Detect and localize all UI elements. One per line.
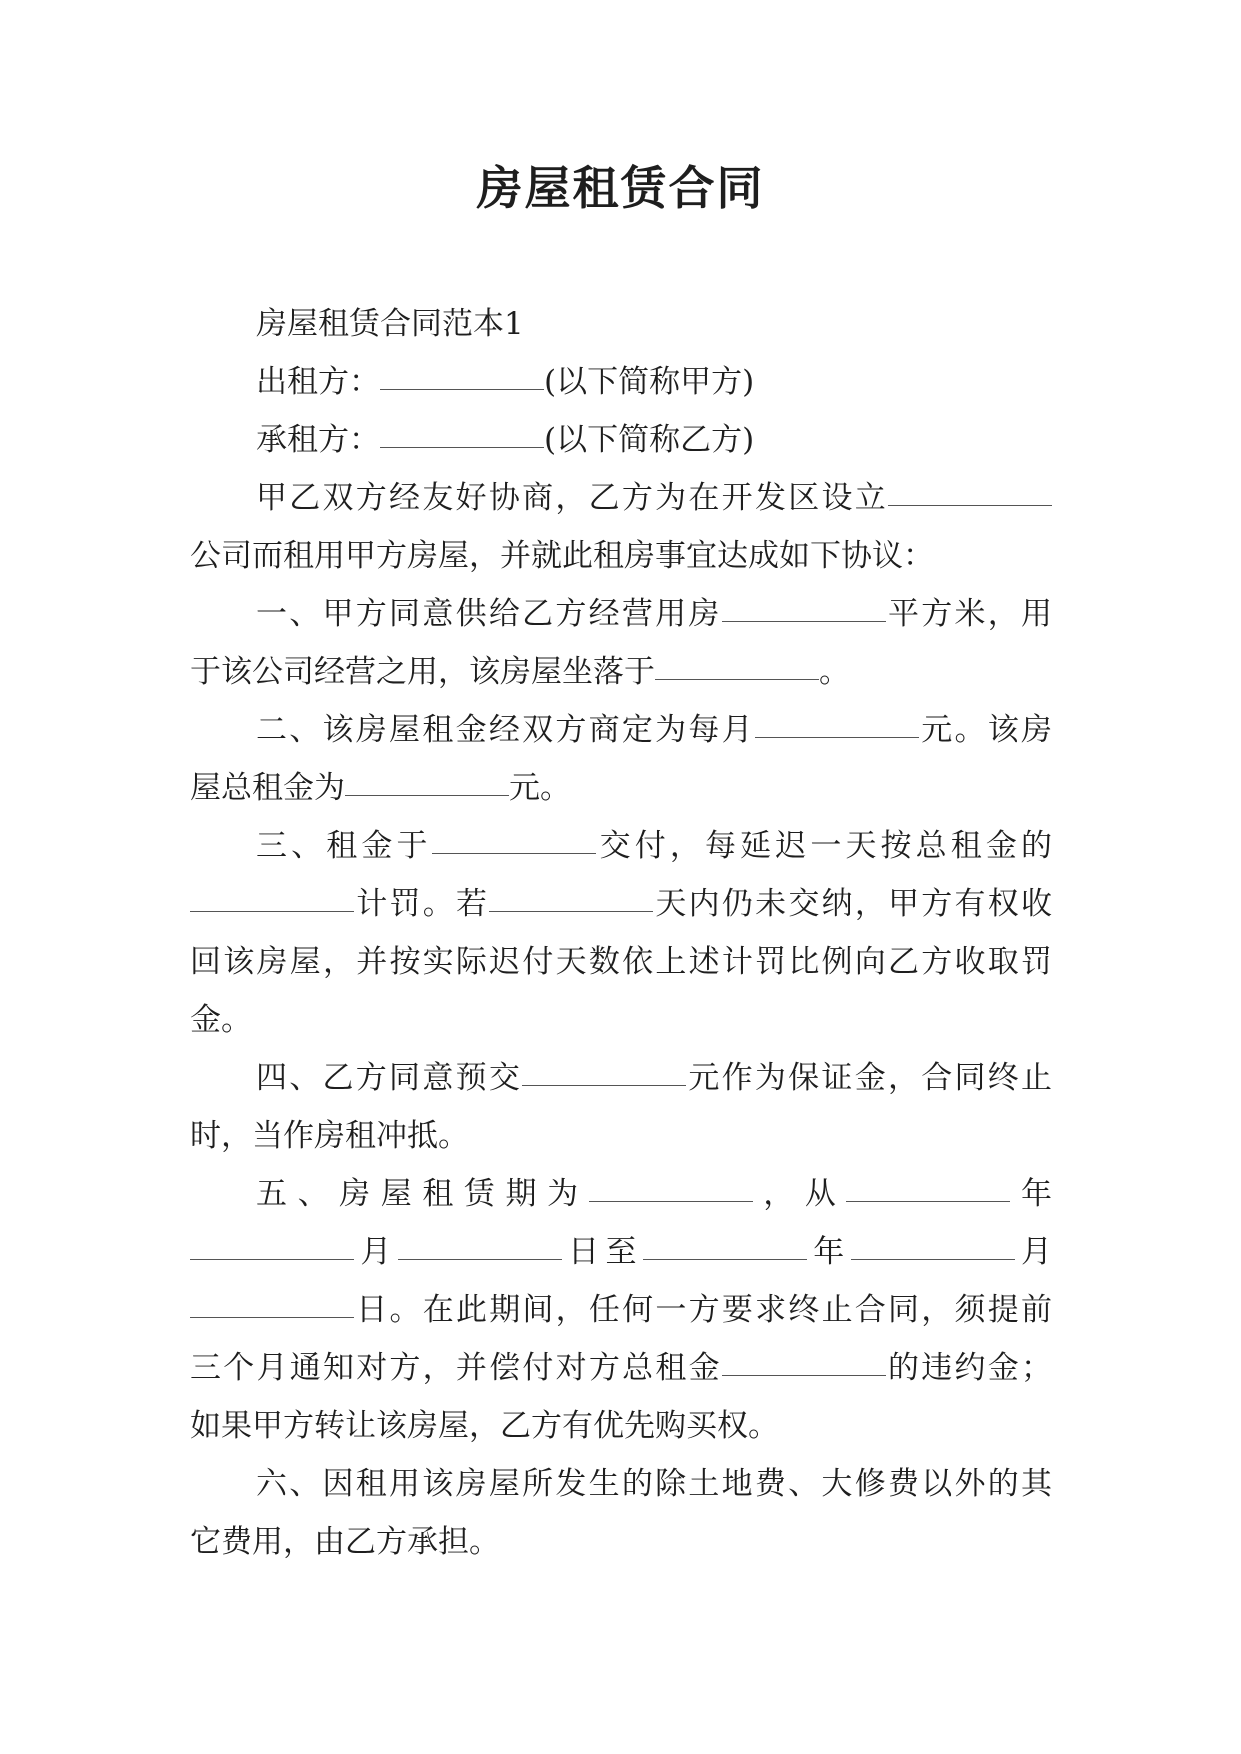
- clause-5-text-d: 月: [354, 1234, 398, 1270]
- clause-6-line-2: 它费用，由乙方承担。: [190, 1524, 500, 1560]
- clause-2-line-2: [190, 759, 1052, 817]
- clause-1-line-1: [190, 585, 1052, 643]
- clause-5-line-4: [190, 1339, 1052, 1397]
- start-year-blank: [846, 1197, 1010, 1202]
- clause-3-line-1: [190, 817, 1052, 875]
- clause-5-text-i: 三个月通知对方，并偿付对方总租金: [190, 1350, 722, 1386]
- payment-date-blank: [432, 849, 596, 854]
- monthly-rent-blank: [755, 733, 919, 738]
- clause-5-line-3: [190, 1281, 1052, 1339]
- lessee-line: [190, 411, 1052, 469]
- start-day-blank: [398, 1255, 562, 1260]
- lessor-suffix: (以下简称甲方): [544, 364, 755, 400]
- clause-1-text-a: 一、甲方同意供给乙方经营用房: [256, 596, 722, 632]
- deposit-blank: [522, 1081, 686, 1086]
- intro-line-1: [190, 469, 1052, 527]
- lessor-line: [190, 353, 1052, 411]
- clause-5-text-b: ，从: [752, 1176, 847, 1212]
- end-year-blank: [643, 1255, 807, 1260]
- end-day-blank: [190, 1313, 354, 1318]
- clause-2-text-c: 屋总租金为: [190, 770, 345, 806]
- clause-3-text-a: 三、租金于: [256, 828, 432, 864]
- intro-text-1: 甲乙双方经友好协商，乙方为在开发区设立: [256, 480, 888, 516]
- clause-2-text-b: 元。该房: [918, 712, 1052, 748]
- clause-3-text-c: 计罚。若: [354, 886, 490, 922]
- clause-1-text-d: 。: [819, 654, 850, 690]
- lessee-blank: [380, 443, 544, 448]
- clause-5-text-e: 日至: [561, 1234, 643, 1270]
- clause-2-text-a: 二、该房屋租金经双方商定为每月: [256, 712, 755, 748]
- document-body: [190, 295, 1052, 1571]
- clause-2-text-d: 元。: [509, 770, 571, 806]
- clause-4-line-1: [190, 1049, 1052, 1107]
- clause-2-line-1: [190, 701, 1052, 759]
- clause-3-line-4: 金。: [190, 1002, 252, 1038]
- location-blank: [655, 675, 819, 680]
- intro-line-2: 公司而租用甲方房屋，并就此租房事宜达成如下协议：: [190, 538, 934, 574]
- clause-5-text-g: 月: [1014, 1234, 1052, 1270]
- end-month-blank: [851, 1255, 1015, 1260]
- company-blank: [888, 501, 1052, 506]
- clause-5-text-j: 的违约金；: [885, 1350, 1052, 1386]
- start-month-blank: [190, 1255, 354, 1260]
- clause-6-line-1: 六、因租用该房屋所发生的除土地费、大修费以外的其: [256, 1466, 1052, 1502]
- document-title: 房屋租赁合同: [476, 161, 765, 215]
- breach-penalty-blank: [722, 1371, 886, 1376]
- clause-5-line-1: [190, 1165, 1052, 1223]
- clause-3-text-d: 天内仍未交纳，甲方有权收: [653, 886, 1052, 922]
- area-blank: [722, 617, 886, 622]
- lessee-label: 承租方：: [256, 422, 380, 458]
- clause-5-text-a: 五、房屋租赁期为: [256, 1176, 589, 1212]
- clause-3-text-b: 交付，每延迟一天按总租金的: [595, 828, 1052, 864]
- clause-5-line-5: 如果甲方转让该房屋，乙方有优先购买权。: [190, 1408, 779, 1444]
- clause-4-line-2: 时，当作房租冲抵。: [190, 1118, 469, 1154]
- clause-5-text-f: 年: [806, 1234, 851, 1270]
- clause-1-text-c: 于该公司经营之用，该房屋坐落于: [190, 654, 655, 690]
- template-subtitle: 房屋租赁合同范本1: [256, 306, 524, 342]
- days-blank: [489, 907, 653, 912]
- clause-4-text-a: 四、乙方同意预交: [256, 1060, 523, 1096]
- total-rent-blank: [345, 791, 509, 796]
- clause-3-line-3: 回该房屋，并按实际迟付天数依上述计罚比例向乙方收取罚: [190, 944, 1052, 980]
- clause-4-text-b: 元作为保证金，合同终止: [686, 1060, 1052, 1096]
- clause-1-text-b: 平方米，用: [885, 596, 1052, 632]
- clause-5-text-h: 日。在此期间，任何一方要求终止合同，须提前: [354, 1292, 1052, 1328]
- clause-5-text-c: 年: [1010, 1176, 1052, 1212]
- clause-5-line-2: [190, 1223, 1052, 1281]
- penalty-rate-blank: [190, 907, 354, 912]
- term-blank: [589, 1197, 753, 1202]
- clause-1-line-2: [190, 643, 1052, 701]
- clause-3-line-2: [190, 875, 1052, 933]
- lessor-label: 出租方：: [256, 364, 380, 400]
- lessor-blank: [380, 385, 544, 390]
- lessee-suffix: (以下简称乙方): [544, 422, 755, 458]
